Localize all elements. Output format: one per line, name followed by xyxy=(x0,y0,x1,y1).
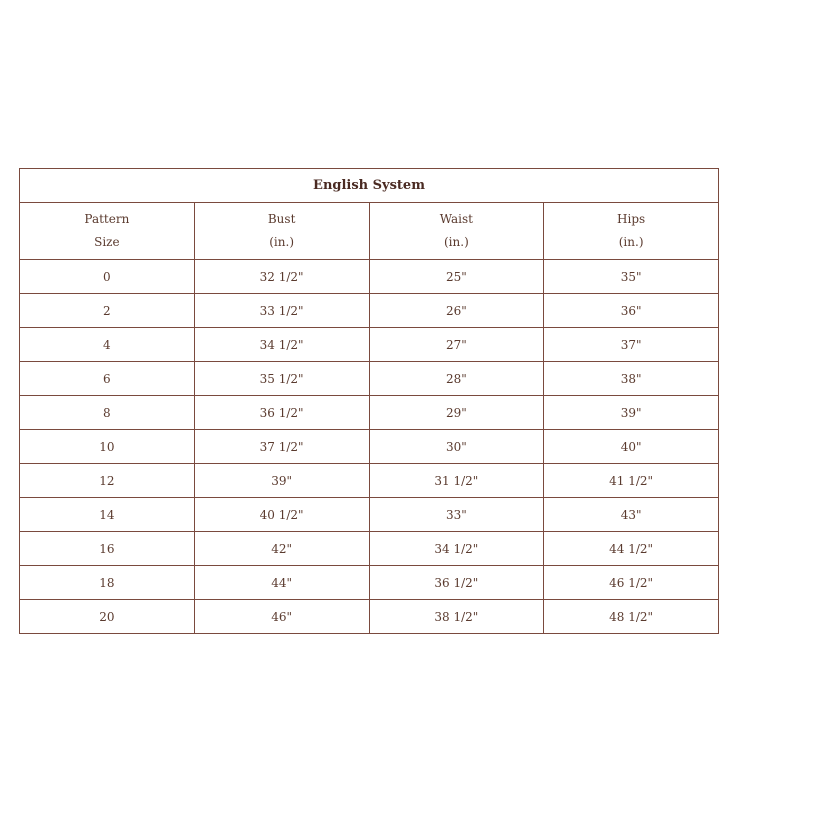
hips-cell: 40" xyxy=(544,430,719,464)
table-row xyxy=(20,294,719,328)
header-bust xyxy=(194,203,369,260)
hips-cell: 37" xyxy=(544,328,719,362)
pattern-size-cell: 10 xyxy=(20,430,195,464)
bust-cell: 32 1/2" xyxy=(194,260,369,294)
bust-cell: 39" xyxy=(194,464,369,498)
hips-cell: 39" xyxy=(544,396,719,430)
size-chart-table xyxy=(19,168,719,634)
table-title: English System xyxy=(20,169,719,203)
bust-cell: 36 1/2" xyxy=(194,396,369,430)
bust-cell: 46" xyxy=(194,600,369,634)
header-waist xyxy=(369,203,544,260)
table-row xyxy=(20,464,719,498)
hips-cell: 43" xyxy=(544,498,719,532)
pattern-size-cell: 20 xyxy=(20,600,195,634)
bust-cell: 34 1/2" xyxy=(194,328,369,362)
table-row xyxy=(20,260,719,294)
table-row xyxy=(20,600,719,634)
table-row xyxy=(20,328,719,362)
table-row xyxy=(20,362,719,396)
header-label-line2: Size xyxy=(94,235,120,249)
header-hips xyxy=(544,203,719,260)
pattern-size-cell: 14 xyxy=(20,498,195,532)
bust-cell: 35 1/2" xyxy=(194,362,369,396)
table-row xyxy=(20,498,719,532)
pattern-size-cell: 0 xyxy=(20,260,195,294)
header-label-line1: Pattern xyxy=(84,212,130,226)
bust-cell: 37 1/2" xyxy=(194,430,369,464)
table-row xyxy=(20,430,719,464)
pattern-size-cell: 2 xyxy=(20,294,195,328)
waist-cell: 28" xyxy=(369,362,544,396)
waist-cell: 26" xyxy=(369,294,544,328)
waist-cell: 38 1/2" xyxy=(369,600,544,634)
bust-cell: 44" xyxy=(194,566,369,600)
waist-cell: 30" xyxy=(369,430,544,464)
bust-cell: 33 1/2" xyxy=(194,294,369,328)
waist-cell: 29" xyxy=(369,396,544,430)
bust-cell: 40 1/2" xyxy=(194,498,369,532)
table-body xyxy=(20,260,719,634)
pattern-size-cell: 12 xyxy=(20,464,195,498)
pattern-size-cell: 18 xyxy=(20,566,195,600)
header-label-line2: (in.) xyxy=(618,235,644,249)
pattern-size-cell: 8 xyxy=(20,396,195,430)
waist-cell: 31 1/2" xyxy=(369,464,544,498)
table-row xyxy=(20,566,719,600)
waist-cell: 36 1/2" xyxy=(369,566,544,600)
header-label-line1: Bust xyxy=(267,212,296,226)
header-label-line1: Waist xyxy=(439,212,473,226)
hips-cell: 44 1/2" xyxy=(544,532,719,566)
pattern-size-cell: 4 xyxy=(20,328,195,362)
hips-cell: 48 1/2" xyxy=(544,600,719,634)
header-label-line1: Hips xyxy=(617,212,646,226)
title-row xyxy=(20,169,719,203)
header-row xyxy=(20,203,719,260)
table-row xyxy=(20,532,719,566)
bust-cell: 42" xyxy=(194,532,369,566)
pattern-size-cell: 16 xyxy=(20,532,195,566)
hips-cell: 36" xyxy=(544,294,719,328)
hips-cell: 38" xyxy=(544,362,719,396)
waist-cell: 27" xyxy=(369,328,544,362)
header-label-line2: (in.) xyxy=(269,235,294,249)
hips-cell: 35" xyxy=(544,260,719,294)
waist-cell: 33" xyxy=(369,498,544,532)
waist-cell: 25" xyxy=(369,260,544,294)
hips-cell: 41 1/2" xyxy=(544,464,719,498)
hips-cell: 46 1/2" xyxy=(544,566,719,600)
table-row xyxy=(20,396,719,430)
header-pattern-size xyxy=(20,203,195,260)
waist-cell: 34 1/2" xyxy=(369,532,544,566)
pattern-size-cell: 6 xyxy=(20,362,195,396)
header-label-line2: (in.) xyxy=(444,235,469,249)
